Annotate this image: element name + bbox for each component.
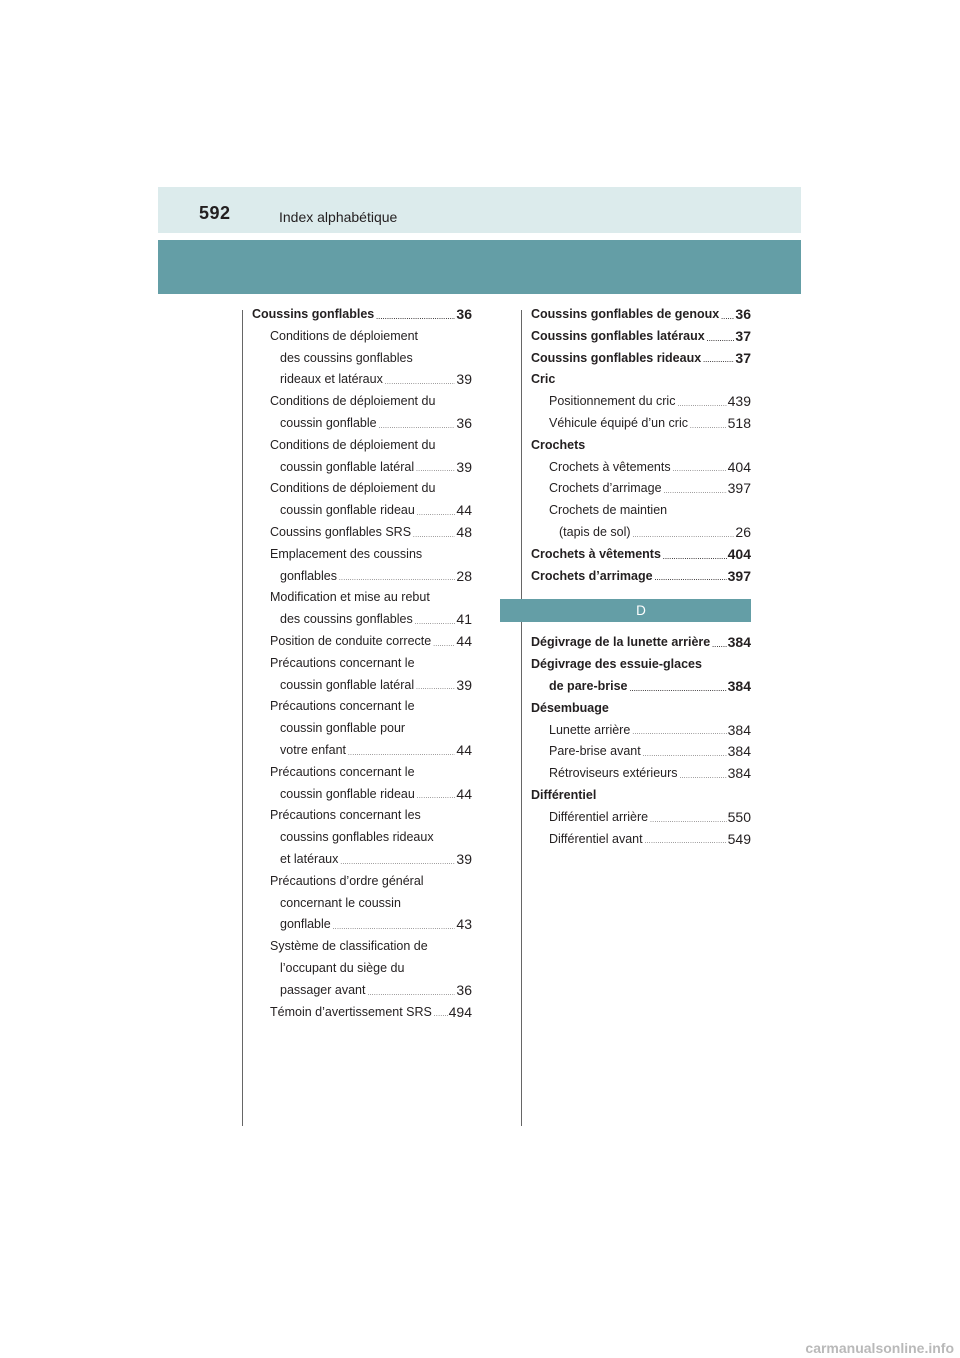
index-entry	[252, 587, 472, 609]
index-entry-page: 41	[456, 611, 472, 628]
index-entry	[531, 720, 751, 742]
index-entry	[531, 304, 751, 326]
index-entry	[252, 566, 472, 588]
index-entry-page: 384	[727, 721, 751, 738]
index-entry-text: coussin gonflable rideau	[280, 786, 415, 801]
index-entry	[252, 457, 472, 479]
index-entry-text: coussin gonflable latéral	[280, 459, 415, 474]
index-entry-text: gonflable	[280, 917, 331, 932]
index-entry	[252, 391, 472, 413]
index-entry	[531, 348, 751, 370]
index-entry-text: rideaux et latéraux	[280, 372, 383, 387]
index-entry-page: 39	[456, 458, 472, 475]
index-entry-text: Crochets d’arrimage	[531, 568, 653, 583]
index-entry	[531, 566, 751, 588]
index-entry	[531, 478, 751, 500]
dot-leader	[721, 315, 734, 321]
dot-leader	[385, 380, 456, 386]
index-entry-text: Coussins gonflables rideaux	[531, 350, 702, 365]
index-entry	[531, 326, 751, 348]
index-entry	[531, 369, 751, 391]
index-entry-text: Témoin d’avertissement SRS	[270, 1004, 432, 1019]
index-entry-page: 549	[727, 830, 751, 847]
index-entry-text: coussin gonflable latéral	[280, 677, 415, 692]
dot-leader	[680, 774, 727, 780]
index-entry	[252, 653, 472, 675]
index-entry-text: Précautions concernant le	[270, 699, 415, 714]
index-entry-text: Conditions de déploiement	[270, 328, 419, 343]
index-entry	[252, 1002, 472, 1024]
index-entry-text: Positionnement du cric	[549, 394, 676, 409]
index-entry	[252, 369, 472, 391]
dot-leader	[655, 576, 727, 582]
index-entry	[531, 500, 751, 522]
dot-leader	[645, 839, 727, 845]
index-entry-page: 44	[456, 502, 472, 519]
dot-leader	[339, 576, 455, 582]
dot-leader	[650, 818, 727, 824]
index-entry-text: Différentiel arrière	[549, 809, 649, 824]
index-entry-text: des coussins gonflables	[280, 612, 413, 627]
index-entry	[252, 326, 472, 348]
index-entry-page: 550	[727, 808, 751, 825]
dot-leader	[707, 337, 735, 343]
dot-leader	[379, 424, 456, 430]
section-title: Index alphabétique	[279, 209, 398, 225]
index-entry-page: 518	[727, 414, 751, 431]
index-entry-page: 384	[727, 765, 751, 782]
dot-leader	[333, 925, 456, 931]
index-entry-text: Crochets de maintien	[549, 503, 668, 518]
dot-leader	[416, 467, 455, 473]
dot-leader	[663, 555, 727, 561]
dot-leader	[690, 424, 727, 430]
index-entry-text: Précautions concernant les	[270, 808, 421, 823]
dot-leader	[632, 730, 726, 736]
index-entry-page: 44	[456, 785, 472, 802]
index-entry-page: 26	[735, 523, 751, 540]
index-entry-text: Rétroviseurs extérieurs	[549, 766, 678, 781]
index-entry	[531, 413, 751, 435]
index-entry-text: coussin gonflable rideau	[280, 503, 415, 518]
index-entry	[531, 807, 751, 829]
index-entry	[252, 544, 472, 566]
dot-leader	[664, 489, 727, 495]
index-entry-text: Coussins gonflables	[252, 307, 375, 321]
index-entry-text: passager avant	[280, 982, 366, 997]
dot-leader	[434, 1012, 448, 1018]
header-band	[158, 187, 801, 233]
index-entry-page: 36	[456, 981, 472, 998]
index-entry-text: (tapis de sol)	[559, 524, 631, 539]
index-entry-text: Pare-brise avant	[549, 744, 641, 759]
index-entry-text: Conditions de déploiement du	[270, 437, 436, 452]
index-entry	[252, 675, 472, 697]
index-entry-text: gonflables	[280, 568, 337, 583]
index-entry	[531, 763, 751, 785]
index-entry	[252, 958, 472, 980]
index-entry-text: Crochets	[531, 437, 586, 452]
index-entry	[252, 871, 472, 893]
index-entry-page: 494	[448, 1003, 472, 1020]
index-entry-text: coussins gonflables rideaux	[280, 830, 434, 845]
index-entry-text: Crochets d’arrimage	[549, 481, 662, 496]
index-entry-text: Cric	[531, 372, 556, 387]
index-entry	[252, 740, 472, 762]
index-entry-text: Différentiel avant	[549, 831, 643, 846]
index-entry-text: Dégivrage des essuie-glaces	[531, 657, 702, 672]
index-entry-text: Coussins gonflables SRS	[270, 524, 412, 539]
index-entry-page: 439	[727, 393, 751, 410]
index-entry	[252, 980, 472, 1002]
index-entry-page: 384	[727, 634, 751, 651]
index-entry	[252, 893, 472, 915]
index-entry-page: 397	[727, 567, 751, 584]
dot-leader	[413, 533, 455, 539]
index-entry-text: Position de conduite correcte	[270, 633, 432, 648]
index-entry-text: Précautions d’ordre général	[270, 873, 424, 888]
index-entry	[252, 348, 472, 370]
index-entry-page: 39	[456, 850, 472, 867]
index-entry	[531, 741, 751, 763]
index-entry	[252, 827, 472, 849]
index-entry-text: Désembuage	[531, 700, 609, 715]
index-column-left	[252, 304, 472, 1023]
dot-leader	[433, 642, 455, 648]
dot-leader	[415, 620, 456, 626]
index-entry-text: coussin gonflable pour	[280, 721, 406, 736]
dot-leader	[367, 991, 455, 997]
index-entry-page: 28	[456, 567, 472, 584]
index-entry-text: et latéraux	[280, 851, 339, 866]
index-entry-text: Modification et mise au rebut	[270, 590, 430, 605]
index-entry	[531, 654, 751, 676]
dot-leader	[340, 860, 455, 866]
index-entry	[531, 785, 751, 807]
dot-leader	[376, 315, 455, 321]
index-entry	[252, 522, 472, 544]
index-entry-text: Crochets à vêtements	[531, 546, 661, 561]
index-entry-text: votre enfant	[280, 742, 347, 757]
index-entry-page: 404	[727, 545, 751, 562]
index-entry-text: Différentiel	[531, 787, 597, 802]
dot-leader	[712, 643, 726, 649]
index-entry-page: 39	[456, 676, 472, 693]
index-entry	[252, 304, 472, 326]
index-entry	[531, 522, 751, 544]
index-entry	[252, 609, 472, 631]
index-entry	[252, 413, 472, 435]
index-entry-page: 36	[456, 306, 472, 322]
index-entry-text: l’occupant du siège du	[280, 960, 405, 975]
index-entry-text: de pare-brise	[549, 678, 628, 693]
dot-leader	[673, 467, 727, 473]
index-entry-page: 397	[727, 480, 751, 497]
dot-leader	[703, 358, 734, 364]
index-entry	[252, 631, 472, 653]
dot-leader	[630, 687, 727, 693]
index-entry-text: Conditions de déploiement du	[270, 394, 436, 409]
index-entry	[252, 784, 472, 806]
index-entry-page: 43	[456, 916, 472, 933]
index-entry	[531, 391, 751, 413]
index-entry	[252, 762, 472, 784]
index-entry	[531, 632, 751, 654]
index-entry-page: 48	[456, 523, 472, 540]
index-entry-page: 37	[735, 327, 751, 344]
index-entry-page: 404	[727, 458, 751, 475]
index-entry-text: Lunette arrière	[549, 722, 631, 737]
index-entry-text: Emplacement des coussins	[270, 546, 423, 561]
dot-leader	[348, 751, 455, 757]
index-entry	[531, 435, 751, 457]
column-rule-left	[242, 310, 243, 1126]
index-entry-text: Crochets à vêtements	[549, 459, 671, 474]
index-entry-text: Véhicule équipé d’un cric	[549, 415, 688, 430]
index-entry-text: concernant le coussin	[280, 895, 401, 910]
index-entry-page: 44	[456, 741, 472, 758]
dot-leader	[417, 794, 456, 800]
index-entry-text: Système de classification de	[270, 939, 428, 954]
index-column-right	[531, 304, 751, 850]
dot-leader	[417, 511, 456, 517]
dot-leader	[643, 752, 727, 758]
index-entry	[531, 544, 751, 566]
section-letter-bar: D	[500, 599, 751, 622]
index-entry-page: 39	[456, 371, 472, 388]
index-entry	[531, 829, 751, 851]
index-entry-text: Coussins gonflables de genoux	[531, 307, 720, 321]
index-entry	[252, 478, 472, 500]
index-entry	[531, 676, 751, 698]
index-entry-page: 37	[735, 349, 751, 366]
index-entry-page: 384	[727, 677, 751, 694]
dot-leader	[677, 402, 726, 408]
index-entry-page: 36	[735, 306, 751, 322]
watermark: carmanualsonline.info	[805, 1340, 954, 1356]
page-number: 592	[199, 203, 231, 223]
index-entry	[252, 805, 472, 827]
index-entry-text: Dégivrage de la lunette arrière	[531, 635, 711, 650]
index-entry-page: 36	[456, 414, 472, 431]
index-entry-text: Précautions concernant le	[270, 655, 415, 670]
index-entry-text: coussin gonflable	[280, 415, 377, 430]
index-entry	[252, 849, 472, 871]
index-entry	[252, 696, 472, 718]
index-entry	[252, 718, 472, 740]
index-entry-text: Précautions concernant le	[270, 764, 415, 779]
index-entry-page: 384	[727, 743, 751, 760]
index-entry	[252, 435, 472, 457]
index-entry-text: des coussins gonflables	[280, 350, 413, 365]
index-entry	[531, 698, 751, 720]
column-rule-middle	[521, 310, 522, 1126]
index-entry	[252, 500, 472, 522]
decorative-band	[158, 240, 801, 294]
dot-leader	[633, 533, 735, 539]
index-entry-text: Conditions de déploiement du	[270, 481, 436, 496]
index-entry	[531, 457, 751, 479]
index-entry-text: Coussins gonflables latéraux	[531, 328, 705, 343]
index-entry	[252, 936, 472, 958]
dot-leader	[416, 685, 455, 691]
index-entry	[252, 914, 472, 936]
index-entry-page: 44	[456, 632, 472, 649]
